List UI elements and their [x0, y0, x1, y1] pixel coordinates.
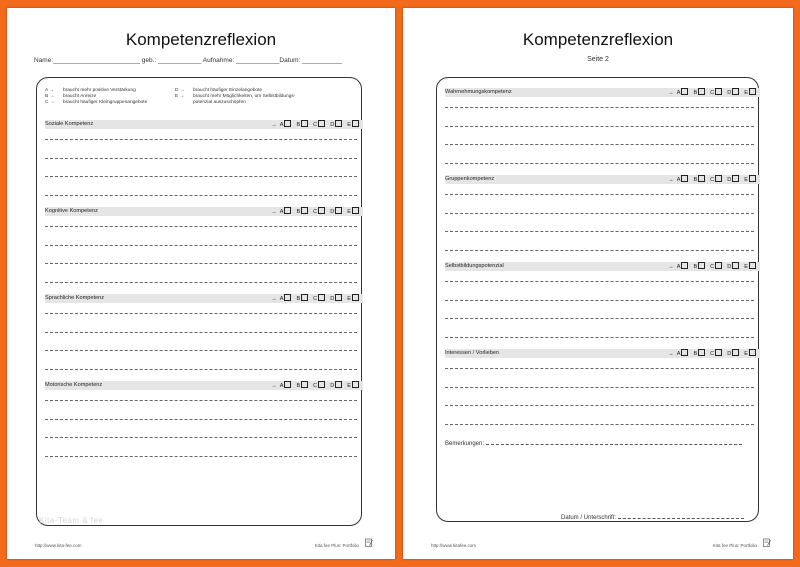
rating-checkbox[interactable]: [749, 88, 756, 95]
writing-line[interactable]: [45, 263, 357, 264]
rating-label: D: [330, 296, 335, 302]
rating-option-e[interactable]: [347, 120, 359, 130]
arrow-icon: →: [668, 351, 674, 357]
date-signature-field[interactable]: [561, 515, 744, 521]
writing-line[interactable]: [45, 176, 357, 177]
rating-option-c[interactable]: [313, 207, 325, 217]
rating-checkbox[interactable]: [698, 349, 705, 356]
rating-checkbox[interactable]: [335, 294, 342, 301]
writing-line[interactable]: [45, 400, 357, 401]
section-title: Selbstbildungspotenzial: [445, 263, 504, 269]
rating-label: B: [296, 296, 301, 302]
rating-label: D: [330, 383, 335, 389]
rating-label: A: [279, 209, 284, 215]
arrow-icon: →: [271, 296, 277, 302]
rating-option-b[interactable]: [693, 175, 705, 185]
section-title: Kognitive Kompetenz: [45, 208, 98, 214]
competence-section: [45, 381, 363, 457]
rating-options: [271, 207, 359, 217]
arrow-icon: →: [271, 383, 277, 389]
section-title: Soziale Kompetenz: [45, 121, 94, 127]
rating-checkbox[interactable]: [732, 262, 739, 269]
rating-label: A: [676, 177, 681, 183]
rating-label: E: [744, 264, 748, 270]
remarks-line: [486, 444, 742, 445]
rating-option-a[interactable]: [280, 207, 292, 217]
rating-label: E: [744, 351, 748, 357]
writing-line[interactable]: [445, 318, 754, 319]
section-title: Sprachliche Kompetenz: [45, 295, 105, 301]
writing-line[interactable]: [445, 213, 754, 214]
rating-option-a[interactable]: [280, 294, 292, 304]
rating-option-e[interactable]: [347, 207, 359, 217]
rating-option-d[interactable]: [330, 294, 342, 304]
rating-option-b[interactable]: [693, 262, 705, 272]
rating-label: C: [710, 177, 715, 183]
rating-label: C: [313, 383, 318, 389]
writing-line[interactable]: [445, 387, 754, 388]
watermark: Kita-Team & fee: [39, 516, 104, 525]
rating-checkbox[interactable]: [681, 175, 688, 182]
rating-label: D: [330, 209, 335, 215]
rating-label: D: [727, 177, 732, 183]
writing-line[interactable]: [45, 245, 357, 246]
writing-line[interactable]: [45, 350, 357, 351]
rating-option-e[interactable]: [744, 349, 756, 359]
rating-options: [668, 88, 756, 98]
remarks-field[interactable]: [445, 441, 742, 447]
rating-checkbox[interactable]: [749, 262, 756, 269]
rating-label: C: [710, 264, 715, 270]
rating-checkbox[interactable]: [681, 262, 688, 269]
section-header: [445, 175, 760, 184]
competence-section: [445, 349, 760, 425]
rating-checkbox[interactable]: [352, 120, 359, 127]
rating-label: B: [693, 90, 698, 96]
rating-options: [668, 175, 756, 185]
rating-checkbox[interactable]: [698, 262, 705, 269]
arrow-icon: →: [668, 90, 674, 96]
rating-label: A: [676, 264, 681, 270]
rating-option-d[interactable]: [727, 349, 739, 359]
rating-option-b[interactable]: [296, 294, 308, 304]
rating-checkbox[interactable]: [335, 120, 342, 127]
writing-line[interactable]: [445, 405, 754, 406]
remarks-label: Bemerkungen:: [445, 441, 485, 447]
arrow-icon: →: [271, 209, 277, 215]
competence-section: [45, 294, 363, 370]
rating-checkbox[interactable]: [698, 88, 705, 95]
rating-checkbox[interactable]: [681, 349, 688, 356]
rating-option-c[interactable]: [710, 349, 722, 359]
rating-label: E: [347, 122, 351, 128]
writing-line[interactable]: [445, 250, 754, 251]
rating-label: B: [296, 383, 301, 389]
rating-checkbox[interactable]: [335, 381, 342, 388]
rating-checkbox[interactable]: [335, 207, 342, 214]
writing-line[interactable]: [45, 282, 357, 283]
rating-label: A: [676, 351, 681, 357]
writing-line[interactable]: [45, 369, 357, 370]
rating-option-e[interactable]: [744, 88, 756, 98]
rating-options: [271, 381, 359, 391]
writing-line[interactable]: [445, 107, 754, 108]
rating-checkbox[interactable]: [352, 381, 359, 388]
writing-line[interactable]: [445, 281, 754, 282]
competence-section: [45, 207, 363, 283]
form-frame: [36, 77, 362, 526]
section-title: Gruppenkompetenz: [445, 176, 495, 182]
rating-option-d[interactable]: [330, 207, 342, 217]
writing-line[interactable]: [445, 300, 754, 301]
legend-key: D →: [175, 88, 185, 93]
arrow-icon: →: [668, 264, 674, 270]
rating-label: C: [313, 296, 318, 302]
writing-line[interactable]: [445, 194, 754, 195]
page-1: [7, 8, 395, 559]
writing-line[interactable]: [45, 139, 357, 140]
rating-label: C: [313, 122, 318, 128]
rating-option-e[interactable]: [347, 294, 359, 304]
rating-label: B: [296, 209, 301, 215]
rating-label: B: [693, 351, 698, 357]
rating-checkbox[interactable]: [732, 349, 739, 356]
rating-option-a[interactable]: [677, 88, 689, 98]
section-header: [445, 88, 760, 97]
rating-checkbox[interactable]: [715, 175, 722, 182]
footer-brand: Kita fee Plus: Portfolio: [314, 543, 359, 548]
rating-option-a[interactable]: [677, 262, 689, 272]
rating-label: B: [693, 177, 698, 183]
writing-line[interactable]: [45, 437, 357, 438]
rating-options: [668, 349, 756, 359]
rating-checkbox[interactable]: [715, 262, 722, 269]
footer-url[interactable]: http://www.kitafee.com: [431, 543, 477, 548]
rating-label: E: [347, 296, 351, 302]
rating-option-b[interactable]: [296, 381, 308, 391]
rating-label: E: [347, 383, 351, 389]
date-signature-label: Datum / Unterschrift:: [561, 515, 617, 521]
rating-checkbox[interactable]: [352, 294, 359, 301]
rating-checkbox[interactable]: [318, 294, 325, 301]
section-title: Interessen / Vorlieben: [445, 350, 500, 356]
rating-checkbox[interactable]: [715, 88, 722, 95]
writing-line[interactable]: [445, 144, 754, 145]
form-frame: [436, 77, 759, 522]
rating-option-c[interactable]: [710, 175, 722, 185]
arrow-icon: →: [668, 177, 674, 183]
writing-line[interactable]: [45, 195, 357, 196]
rating-option-c[interactable]: [313, 294, 325, 304]
rating-label: D: [727, 351, 732, 357]
footer-brand: Kita fee Plus: Portfolio: [712, 543, 757, 548]
section-title: Wahrnehmungskompetenz: [445, 89, 512, 95]
rating-checkbox[interactable]: [301, 207, 308, 214]
rating-option-c[interactable]: [710, 262, 722, 272]
legend-text: potenzial auszuschöpfen: [193, 100, 246, 106]
rating-option-e[interactable]: [744, 262, 756, 272]
rating-label: B: [693, 264, 698, 270]
rating-label: A: [279, 296, 284, 302]
rating-label: D: [727, 90, 732, 96]
rating-checkbox[interactable]: [681, 88, 688, 95]
rating-label: E: [744, 177, 748, 183]
rating-option-d[interactable]: [330, 120, 342, 130]
rating-label: C: [710, 351, 715, 357]
rating-checkbox[interactable]: [698, 175, 705, 182]
rating-option-d[interactable]: [727, 262, 739, 272]
rating-option-b[interactable]: [693, 349, 705, 359]
rating-label: C: [710, 90, 715, 96]
rating-checkbox[interactable]: [318, 120, 325, 127]
rating-option-b[interactable]: [296, 120, 308, 130]
writing-line[interactable]: [445, 163, 754, 164]
rating-option-e[interactable]: [347, 381, 359, 391]
competence-section: [445, 88, 760, 164]
competence-section: [445, 262, 760, 338]
rating-checkbox[interactable]: [749, 349, 756, 356]
writing-line[interactable]: [45, 313, 357, 314]
writing-line[interactable]: [445, 424, 754, 425]
rating-option-c[interactable]: [710, 88, 722, 98]
rating-option-d[interactable]: [727, 175, 739, 185]
rating-checkbox[interactable]: [318, 207, 325, 214]
rating-checkbox[interactable]: [284, 381, 291, 388]
competence-section: [45, 120, 363, 196]
rating-options: [271, 294, 359, 304]
section-header: [45, 120, 363, 129]
page-2: [403, 8, 793, 559]
rating-option-a[interactable]: [280, 381, 292, 391]
rating-label: A: [279, 122, 284, 128]
rating-label: E: [347, 209, 351, 215]
rating-checkbox[interactable]: [301, 120, 308, 127]
legend-text: braucht Anreize: [63, 94, 97, 100]
rating-checkbox[interactable]: [301, 381, 308, 388]
rating-option-e[interactable]: [744, 175, 756, 185]
student-info-line: Name:________________________ geb.: ____________ Aufnahme: ____________Datum: ___________: [34, 57, 342, 64]
footer-url[interactable]: http://www.kita-fee.com: [35, 543, 82, 548]
notebook-pen-icon: [763, 538, 771, 547]
rating-label: E: [744, 90, 748, 96]
section-header: [45, 207, 363, 216]
legend-key: A →: [45, 88, 55, 93]
writing-line[interactable]: [445, 126, 754, 127]
rating-checkbox[interactable]: [301, 294, 308, 301]
legend-key: C →: [45, 100, 55, 106]
section-header: [45, 294, 363, 303]
legend-key: B →: [45, 94, 55, 100]
writing-line[interactable]: [45, 226, 357, 227]
rating-checkbox[interactable]: [732, 88, 739, 95]
competence-section: [445, 175, 760, 251]
rating-label: A: [676, 90, 681, 96]
rating-options: [668, 262, 756, 272]
rating-option-a[interactable]: [677, 349, 689, 359]
rating-checkbox[interactable]: [284, 207, 291, 214]
legend-text: braucht häufiger Kleingruppenangebote: [63, 100, 148, 106]
rating-option-a[interactable]: [280, 120, 292, 130]
rating-option-d[interactable]: [727, 88, 739, 98]
writing-line[interactable]: [45, 158, 357, 159]
page-number: Seite 2: [587, 56, 609, 63]
rating-option-a[interactable]: [677, 175, 689, 185]
rating-checkbox[interactable]: [715, 349, 722, 356]
rating-checkbox[interactable]: [318, 381, 325, 388]
rating-checkbox[interactable]: [732, 175, 739, 182]
page-title: Kompetenzreflexion: [522, 30, 674, 49]
rating-checkbox[interactable]: [284, 294, 291, 301]
writing-line[interactable]: [45, 419, 357, 420]
page-title: Kompetenzreflexion: [125, 30, 277, 49]
writing-line[interactable]: [445, 231, 754, 232]
writing-line[interactable]: [445, 368, 754, 369]
rating-option-b[interactable]: [296, 207, 308, 217]
rating-checkbox[interactable]: [749, 175, 756, 182]
section-header: [445, 262, 760, 271]
writing-line[interactable]: [45, 332, 357, 333]
rating-options: [271, 120, 359, 130]
rating-option-b[interactable]: [693, 88, 705, 98]
legend-text: braucht mehr Möglichkeiten, um Selbstbildungs-: [193, 94, 296, 100]
legend-text: braucht häufiger Einzelangebote: [193, 88, 263, 93]
notebook-pen-icon: [365, 538, 373, 547]
rating-label: A: [279, 383, 284, 389]
signature-line: [618, 518, 744, 519]
section-header: [45, 381, 363, 390]
legend-text: braucht mehr positive Verstärkung: [63, 88, 136, 93]
legend-key: E →: [175, 94, 185, 100]
section-title: Motorische Kompetenz: [45, 382, 103, 388]
rating-option-c[interactable]: [313, 381, 325, 391]
rating-option-c[interactable]: [313, 120, 325, 130]
writing-line[interactable]: [45, 456, 357, 457]
rating-option-d[interactable]: [330, 381, 342, 391]
rating-label: B: [296, 122, 301, 128]
rating-label: D: [330, 122, 335, 128]
rating-checkbox[interactable]: [284, 120, 291, 127]
rating-label: D: [727, 264, 732, 270]
rating-checkbox[interactable]: [352, 207, 359, 214]
rating-label: C: [313, 209, 318, 215]
arrow-icon: →: [271, 122, 277, 128]
section-header: [445, 349, 760, 358]
writing-line[interactable]: [445, 337, 754, 338]
